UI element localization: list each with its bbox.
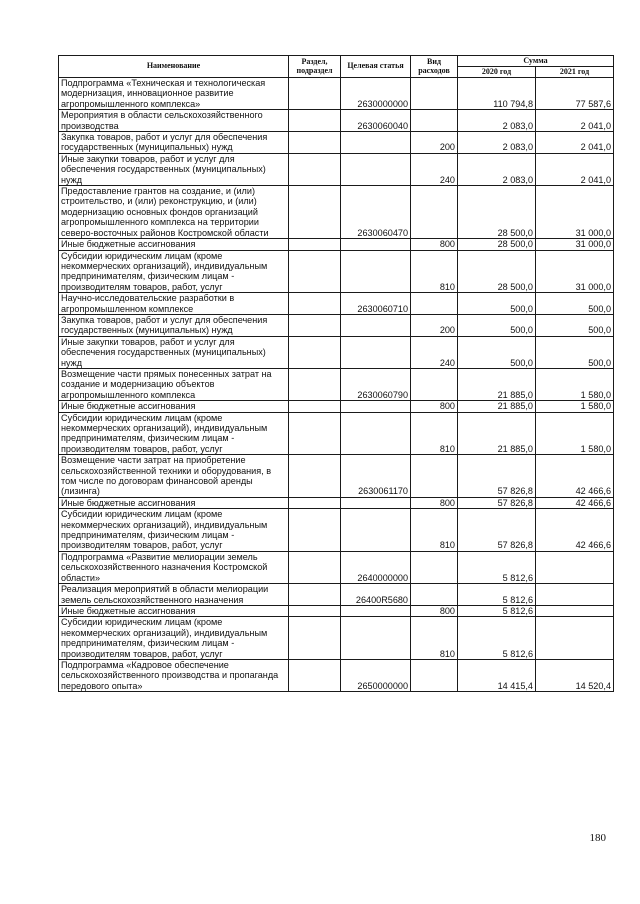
table-row — [59, 605, 614, 616]
row-sum-2021-cell: 42 466,6 — [536, 497, 614, 508]
row-sum-2020-cell: 28 500,0 — [458, 250, 536, 293]
row-target-cell: 2630060710 — [341, 293, 411, 315]
row-razdel-cell — [289, 551, 341, 583]
row-razdel-cell — [289, 186, 341, 239]
row-sum-2021-cell: 31 000,0 — [536, 250, 614, 293]
row-name-cell: Субсидии юридическим лицам (кроме некоммерческих организаций), индивидуальным предпринимателям, физическим лицам - производителям товаров, работ, услуг — [59, 250, 289, 293]
row-razdel-cell — [289, 401, 341, 412]
row-vid-cell — [411, 551, 458, 583]
row-target-cell: 2630060470 — [341, 186, 411, 239]
row-razdel-cell — [289, 293, 341, 315]
table-row — [59, 497, 614, 508]
row-razdel-cell — [289, 250, 341, 293]
table-row — [59, 336, 614, 368]
row-name-cell: Подпрограмма «Кадровое обеспечение сельскохозяйственного производства и пропаганда передового опыта» — [59, 659, 289, 691]
row-vid-cell: 810 — [411, 412, 458, 455]
table-row — [59, 78, 614, 110]
table-row — [59, 412, 614, 455]
row-sum-2020-cell: 57 826,8 — [458, 497, 536, 508]
row-vid-cell: 800 — [411, 239, 458, 250]
header-vid: Вид расходов — [411, 56, 458, 78]
row-sum-2020-cell: 5 812,6 — [458, 605, 536, 616]
table-row — [59, 132, 614, 154]
row-target-cell: 26400R5680 — [341, 584, 411, 606]
row-razdel-cell — [289, 78, 341, 110]
row-vid-cell — [411, 186, 458, 239]
row-name-cell: Предоставление грантов на создание, и (или) строительство, и (или) реконструкцию, и (или) модернизацию основных фондов организаций агропромышленного комплекса на территории северо-восточных районов Костромской области — [59, 186, 289, 239]
table-row — [59, 659, 614, 691]
row-vid-cell: 200 — [411, 132, 458, 154]
row-sum-2020-cell: 28 500,0 — [458, 186, 536, 239]
row-razdel-cell — [289, 605, 341, 616]
row-name-cell: Иные бюджетные ассигнования — [59, 239, 289, 250]
table-row — [59, 110, 614, 132]
row-target-cell: 2630061170 — [341, 455, 411, 498]
row-sum-2020-cell: 5 812,6 — [458, 584, 536, 606]
row-target-cell — [341, 605, 411, 616]
header-name: Наименование — [59, 56, 289, 78]
table-row — [59, 584, 614, 606]
row-sum-2021-cell: 2 041,0 — [536, 110, 614, 132]
row-sum-2021-cell: 77 587,6 — [536, 78, 614, 110]
row-sum-2021-cell: 500,0 — [536, 314, 614, 336]
row-sum-2020-cell: 2 083,0 — [458, 110, 536, 132]
row-target-cell — [341, 239, 411, 250]
row-vid-cell: 800 — [411, 497, 458, 508]
row-sum-2021-cell: 42 466,6 — [536, 455, 614, 498]
row-target-cell — [341, 132, 411, 154]
row-sum-2021-cell: 2 041,0 — [536, 153, 614, 185]
row-target-cell — [341, 401, 411, 412]
row-vid-cell: 240 — [411, 336, 458, 368]
table-row — [59, 153, 614, 185]
row-sum-2020-cell: 110 794,8 — [458, 78, 536, 110]
row-razdel-cell — [289, 509, 341, 552]
table-row — [59, 293, 614, 315]
row-name-cell: Иные закупки товаров, работ и услуг для обеспечения государственных (муниципальных) нужд — [59, 153, 289, 185]
row-sum-2021-cell — [536, 551, 614, 583]
row-vid-cell: 200 — [411, 314, 458, 336]
header-year-2020: 2020 год — [458, 67, 536, 78]
row-sum-2021-cell: 42 466,6 — [536, 509, 614, 552]
row-sum-2021-cell: 31 000,0 — [536, 186, 614, 239]
row-razdel-cell — [289, 314, 341, 336]
row-vid-cell — [411, 110, 458, 132]
row-vid-cell: 810 — [411, 250, 458, 293]
table-body — [59, 78, 614, 692]
row-vid-cell — [411, 368, 458, 400]
row-sum-2021-cell: 1 580,0 — [536, 368, 614, 400]
table-row — [59, 239, 614, 250]
row-name-cell: Закупка товаров, работ и услуг для обеспечения государственных (муниципальных) нужд — [59, 314, 289, 336]
header-target: Целевая статья — [341, 56, 411, 78]
row-name-cell: Мероприятия в области сельскохозяйственного производства — [59, 110, 289, 132]
row-razdel-cell — [289, 584, 341, 606]
header-razdel: Раздел, подраздел — [289, 56, 341, 78]
row-razdel-cell — [289, 110, 341, 132]
row-sum-2021-cell: 1 580,0 — [536, 412, 614, 455]
header-year-2021: 2021 год — [536, 67, 614, 78]
table-header — [59, 56, 614, 78]
row-vid-cell: 800 — [411, 605, 458, 616]
row-sum-2020-cell: 2 083,0 — [458, 153, 536, 185]
row-name-cell: Закупка товаров, работ и услуг для обеспечения государственных (муниципальных) нужд — [59, 132, 289, 154]
row-razdel-cell — [289, 132, 341, 154]
row-sum-2020-cell: 5 812,6 — [458, 551, 536, 583]
table-row — [59, 250, 614, 293]
row-sum-2021-cell: 31 000,0 — [536, 239, 614, 250]
row-razdel-cell — [289, 336, 341, 368]
row-razdel-cell — [289, 412, 341, 455]
row-sum-2020-cell: 57 826,8 — [458, 455, 536, 498]
row-name-cell: Иные бюджетные ассигнования — [59, 401, 289, 412]
row-name-cell: Подпрограмма «Развитие мелиорации земель сельскохозяйственного назначения Костромской области» — [59, 551, 289, 583]
row-target-cell: 2630060040 — [341, 110, 411, 132]
row-vid-cell: 810 — [411, 617, 458, 660]
row-name-cell: Иные бюджетные ассигнования — [59, 605, 289, 616]
row-razdel-cell — [289, 455, 341, 498]
row-target-cell — [341, 412, 411, 455]
row-target-cell — [341, 509, 411, 552]
row-sum-2021-cell: 2 041,0 — [536, 132, 614, 154]
row-razdel-cell — [289, 153, 341, 185]
row-target-cell: 2630000000 — [341, 78, 411, 110]
row-sum-2020-cell: 57 826,8 — [458, 509, 536, 552]
row-vid-cell — [411, 455, 458, 498]
row-razdel-cell — [289, 497, 341, 508]
row-sum-2020-cell: 21 885,0 — [458, 401, 536, 412]
row-vid-cell: 800 — [411, 401, 458, 412]
table-row — [59, 368, 614, 400]
row-razdel-cell — [289, 617, 341, 660]
row-name-cell: Возмещение части прямых понесенных затрат на создание и модернизацию объектов агропромышленного комплекса — [59, 368, 289, 400]
row-sum-2020-cell: 21 885,0 — [458, 412, 536, 455]
row-name-cell: Субсидии юридическим лицам (кроме некоммерческих организаций), индивидуальным предпринимателям, физическим лицам - производителям товаров, работ, услуг — [59, 509, 289, 552]
table-row — [59, 186, 614, 239]
row-sum-2020-cell: 2 083,0 — [458, 132, 536, 154]
table-row — [59, 617, 614, 660]
row-name-cell: Научно-исследовательские разработки в агропромышленном комплексе — [59, 293, 289, 315]
row-vid-cell: 240 — [411, 153, 458, 185]
row-sum-2021-cell: 1 580,0 — [536, 401, 614, 412]
row-name-cell: Субсидии юридическим лицам (кроме некоммерческих организаций), индивидуальным предпринимателям, физическим лицам - производителям товаров, работ, услуг — [59, 617, 289, 660]
row-target-cell — [341, 314, 411, 336]
row-vid-cell: 810 — [411, 509, 458, 552]
row-vid-cell — [411, 78, 458, 110]
table-row — [59, 314, 614, 336]
row-vid-cell — [411, 659, 458, 691]
row-sum-2021-cell: 14 520,4 — [536, 659, 614, 691]
header-sum: Сумма — [458, 56, 614, 67]
row-target-cell — [341, 617, 411, 660]
row-target-cell: 2630060790 — [341, 368, 411, 400]
row-name-cell: Субсидии юридическим лицам (кроме некоммерческих организаций), индивидуальным предпринимателям, физическим лицам - производителям товаров, работ, услуг — [59, 412, 289, 455]
row-target-cell — [341, 336, 411, 368]
row-target-cell: 2650000000 — [341, 659, 411, 691]
page-number: 180 — [589, 832, 606, 844]
row-target-cell — [341, 250, 411, 293]
budget-table — [58, 55, 614, 692]
row-vid-cell — [411, 293, 458, 315]
row-sum-2021-cell: 500,0 — [536, 336, 614, 368]
row-name-cell: Иные закупки товаров, работ и услуг для обеспечения государственных (муниципальных) нужд — [59, 336, 289, 368]
row-sum-2021-cell — [536, 605, 614, 616]
row-vid-cell — [411, 584, 458, 606]
row-sum-2020-cell: 500,0 — [458, 336, 536, 368]
table-row — [59, 401, 614, 412]
row-name-cell: Иные бюджетные ассигнования — [59, 497, 289, 508]
row-sum-2020-cell: 500,0 — [458, 314, 536, 336]
table-row — [59, 509, 614, 552]
row-target-cell — [341, 497, 411, 508]
row-razdel-cell — [289, 659, 341, 691]
row-sum-2020-cell: 28 500,0 — [458, 239, 536, 250]
row-sum-2021-cell: 500,0 — [536, 293, 614, 315]
row-target-cell: 2640000000 — [341, 551, 411, 583]
table-row — [59, 455, 614, 498]
row-sum-2020-cell: 5 812,6 — [458, 617, 536, 660]
row-sum-2021-cell — [536, 617, 614, 660]
row-sum-2020-cell: 14 415,4 — [458, 659, 536, 691]
row-name-cell: Подпрограмма «Техническая и технологическая модернизация, инновационное развитие агропромышленного комплекса» — [59, 78, 289, 110]
row-sum-2020-cell: 500,0 — [458, 293, 536, 315]
table-row — [59, 551, 614, 583]
row-sum-2020-cell: 21 885,0 — [458, 368, 536, 400]
row-razdel-cell — [289, 368, 341, 400]
row-sum-2021-cell — [536, 584, 614, 606]
row-name-cell: Реализация мероприятий в области мелиорации земель сельскохозяйственного назначения — [59, 584, 289, 606]
row-razdel-cell — [289, 239, 341, 250]
row-name-cell: Возмещение части затрат на приобретение сельскохозяйственной техники и оборудования, в том числе по договорам финансовой аренды (лизинга) — [59, 455, 289, 498]
row-target-cell — [341, 153, 411, 185]
